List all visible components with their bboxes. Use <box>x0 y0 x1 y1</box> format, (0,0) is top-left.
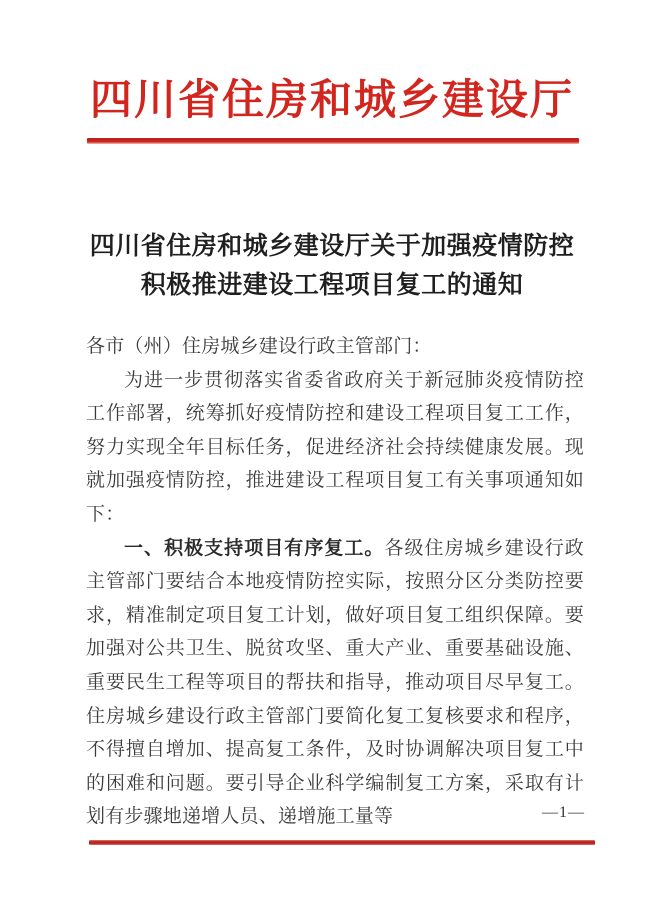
letterhead-agency-name: 四川省住房和城乡建设厅 <box>89 78 574 124</box>
paragraph-section-1 <box>86 532 584 834</box>
document-body <box>86 330 584 834</box>
document-title-line2: 积极推进建设工程项目复工的通知 <box>140 272 524 299</box>
page-number: —1— <box>542 804 585 821</box>
document-title <box>0 227 664 305</box>
paragraph-intro: 为进一步贯彻落实省委省政府关于新冠肺炎疫情防控工作部署，统筹抓好疫情防控和建设工程项目复工工作，努力实现全年目标任务，促进经济社会持续健康发展。现就加强疫情防控，推进建设工程项目复工有关事项通知如下： <box>86 369 584 525</box>
section-1-heading: 一、积极支持项目有序复工。 <box>124 537 385 559</box>
footer-rule <box>89 840 595 845</box>
letterhead <box>0 70 664 132</box>
salutation: 各市（州）住房城乡建设行政主管部门： <box>86 336 432 357</box>
document-title-line1: 四川省住房和城乡建设厅关于加强疫情防控 <box>89 233 575 260</box>
letterhead-rule <box>87 138 579 144</box>
section-1-text: 各级住房城乡建设行政主管部门要结合本地疫情防控实际，按照分区分类防控要求，精准制定项目复工计划，做好项目复工组织保障。要加强对公共卫生、脱贫攻坚、重大产业、重要基础设施、重要民生工程等项目的帮扶和指导，推动项目尽早复工。住房城乡建设行政主管部门要简化复工复核要求和程序，不得擅自增加、提高复工条件，及时协调解决项目复工中的困难和问题。要引导企业科学编制复工方案，采取有计划有步骤地递增人员、递增施工量等 <box>86 537 584 828</box>
